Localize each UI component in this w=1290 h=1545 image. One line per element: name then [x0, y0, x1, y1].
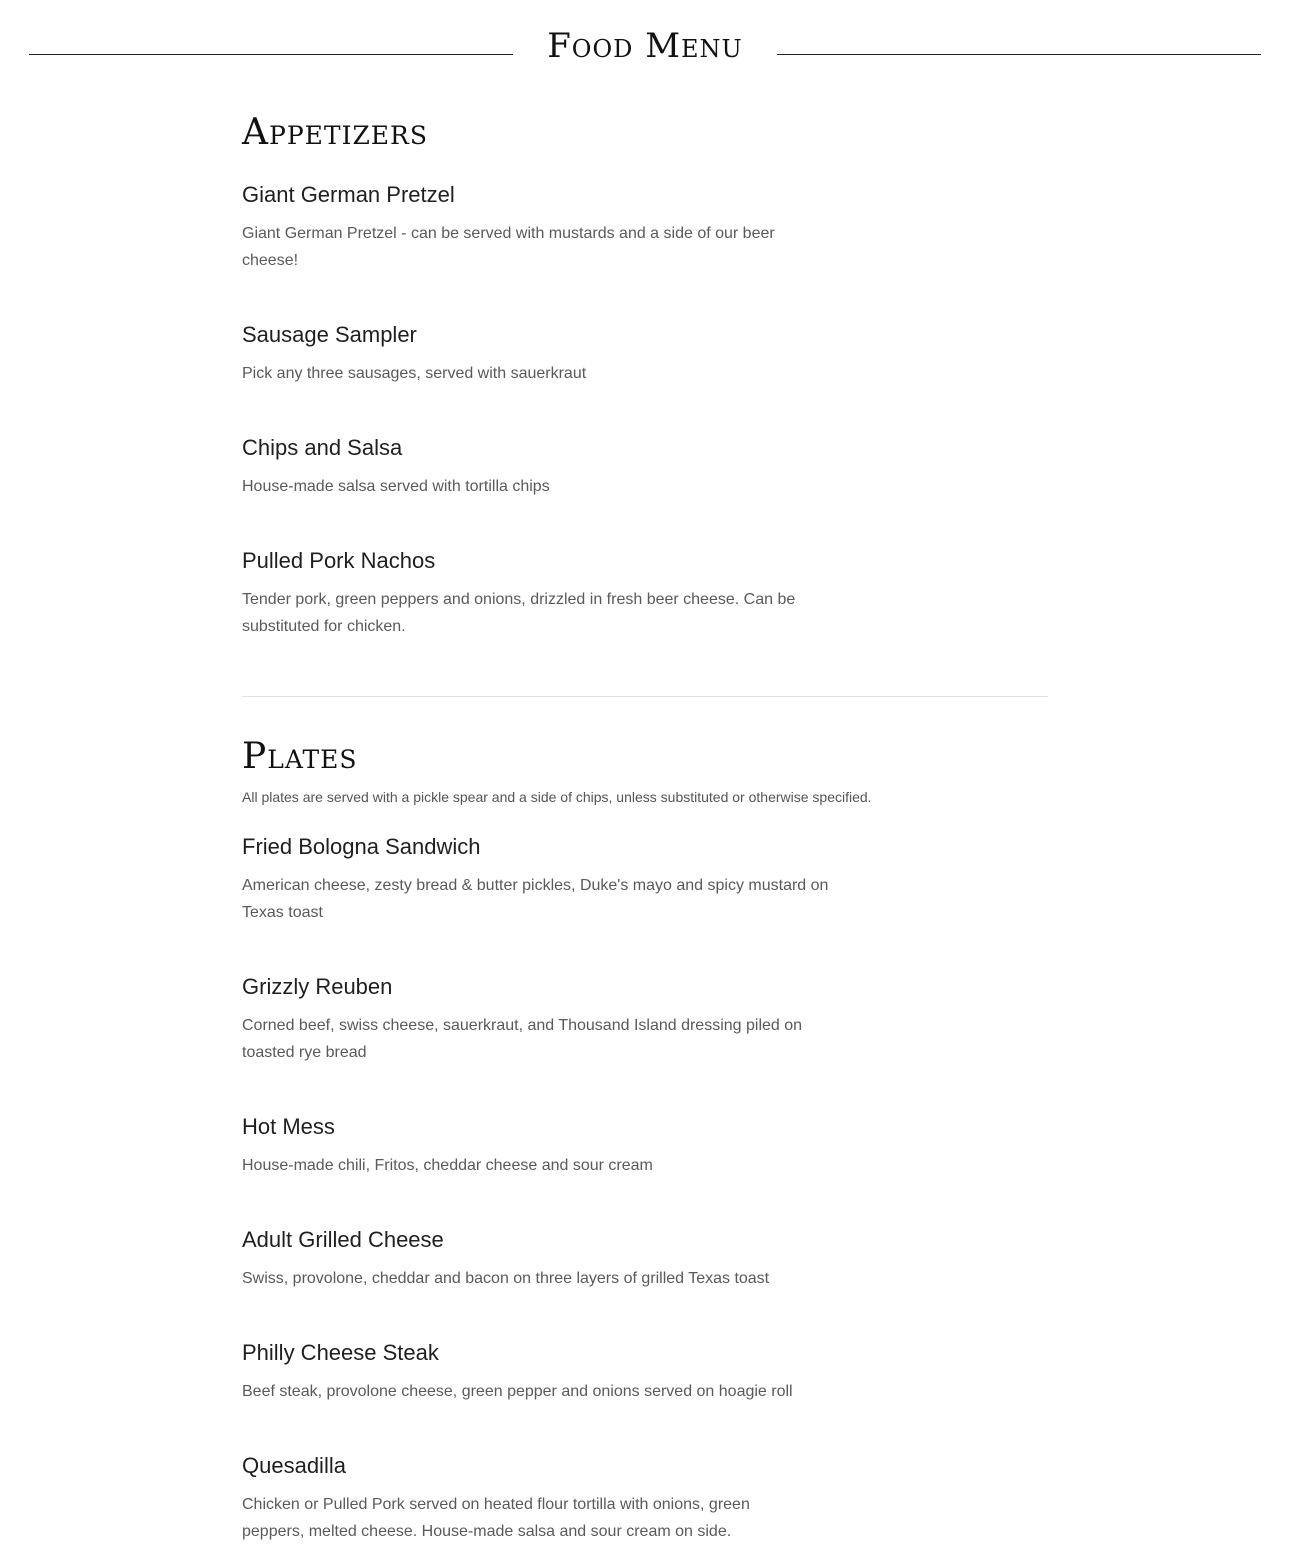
section-title-appetizers: Appetizers: [242, 112, 429, 153]
menu-item-name: Fried Bologna Sandwich: [242, 834, 481, 859]
menu-item-name: Chips and Salsa: [242, 435, 403, 460]
menu-item-description: Giant German Pretzel - can be served with mustards and a side of our beer cheese!: [242, 225, 775, 269]
menu-item-description: Chicken or Pulled Pork served on heated flour tortilla with onions, green peppers, melted cheese. House-made salsa and sour cream on side.: [242, 1496, 750, 1540]
menu-item-name: Hot Mess: [242, 1114, 335, 1139]
header-rule-left: [29, 54, 513, 55]
menu-item-description: Beef steak, provolone cheese, green pepper and onions served on hoagie roll: [242, 1383, 793, 1400]
section-divider: [242, 696, 1048, 697]
menu-item-description: House-made salsa served with tortilla chips: [242, 478, 550, 495]
menu-item-name: Pulled Pork Nachos: [242, 548, 436, 573]
menu-item-name: Sausage Sampler: [242, 322, 417, 347]
menu-item-name: Philly Cheese Steak: [242, 1340, 439, 1365]
menu-header: [29, 22, 1261, 82]
header-rule-right: [777, 54, 1261, 55]
menu-item-name: Giant German Pretzel: [242, 182, 455, 207]
menu-item-description: American cheese, zesty bread & butter pickles, Duke's mayo and spicy mustard on Texas toast: [242, 877, 829, 921]
page-title: Food Menu: [547, 26, 743, 66]
menu-item-description: Swiss, provolone, cheddar and bacon on three layers of grilled Texas toast: [242, 1270, 770, 1287]
menu-item-description: Corned beef, swiss cheese, sauerkraut, and Thousand Island dressing piled on toasted rye bread: [242, 1017, 803, 1061]
menu-item-name: Adult Grilled Cheese: [242, 1227, 444, 1252]
menu-item-name: Grizzly Reuben: [242, 974, 393, 999]
menu-item-description: Tender pork, green peppers and onions, drizzled in fresh beer cheese. Can be substituted for chicken.: [242, 591, 796, 635]
menu-item-name: Quesadilla: [242, 1453, 346, 1478]
section-note-plates: All plates are served with a pickle spear and a side of chips, unless substituted or otherwise specified.: [242, 789, 872, 805]
menu-item-description: House-made chili, Fritos, cheddar cheese and sour cream: [242, 1157, 653, 1174]
section-title-plates: Plates: [242, 736, 358, 777]
menu-item-description: Pick any three sausages, served with sauerkraut: [242, 365, 587, 382]
